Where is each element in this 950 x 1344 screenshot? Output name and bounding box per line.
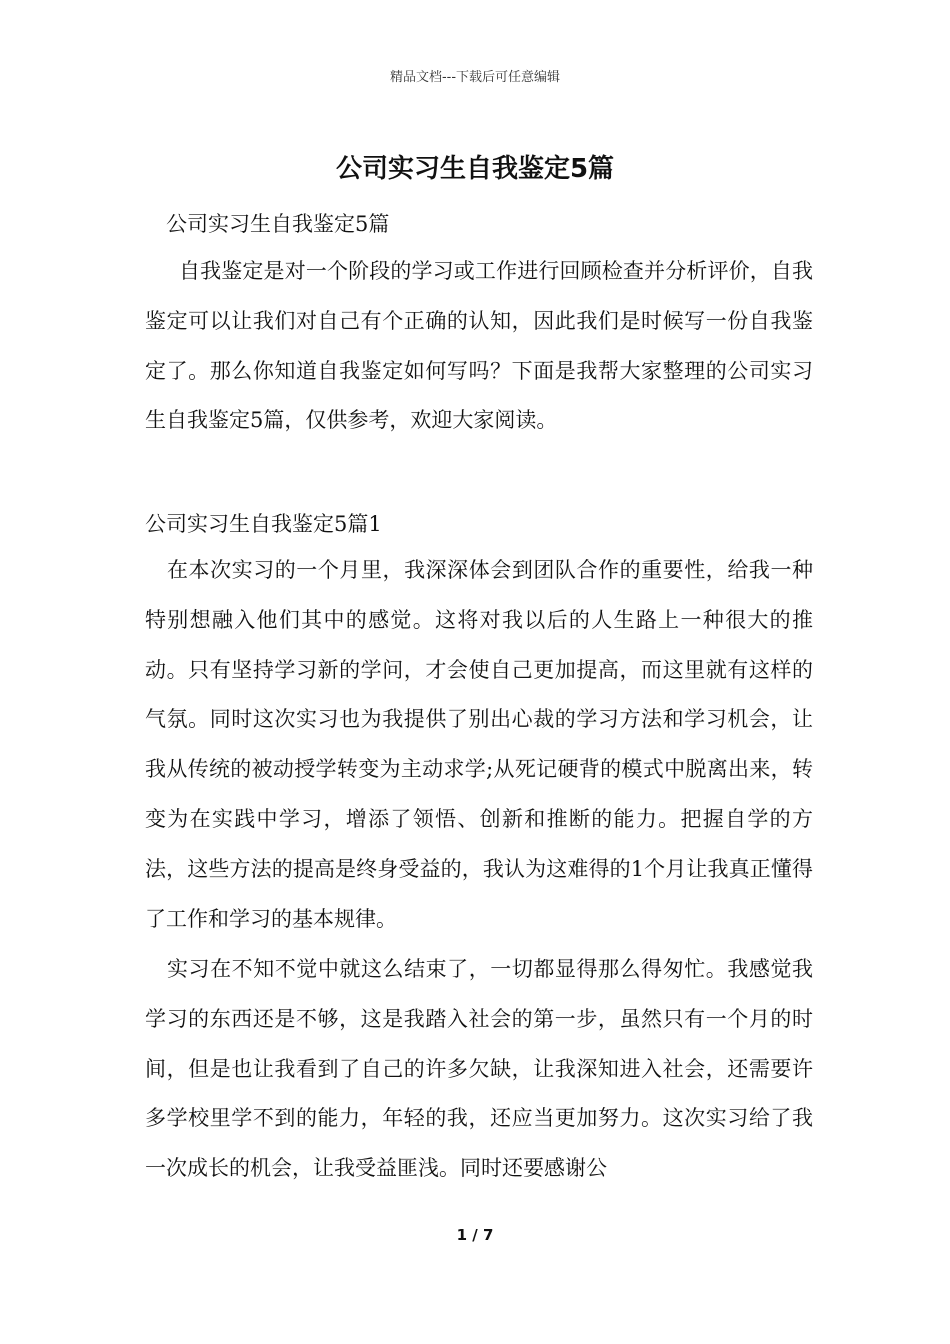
body-paragraph-2: 实习在不知不觉中就这么结束了，一切都显得那么得匆忙。我感觉我学习的东西还是不够，这是我踏入社会的第一步，虽然只有一个月的时间，但是也让我看到了自己的许多欠缺，让我深知进入社会，还需要许多学校里学不到的能力，年轻的我，还应当更加努力。这次实习给了我一次成长的机会，让我受益匪浅。同时还要感谢公 <box>145 957 813 1181</box>
page-number: 1 / 7 <box>456 1226 494 1244</box>
document-title: 公司实习生自我鉴定5篇 <box>335 154 615 184</box>
section-heading: 公司实习生自我鉴定5篇1 <box>145 512 382 536</box>
document-subtitle: 公司实习生自我鉴定5篇 <box>166 212 390 236</box>
intro-paragraph: 自我鉴定是对一个阶段的学习或工作进行回顾检查并分析评价，自我鉴定可以让我们对自己有个正确的认知，因此我们是时候写一份自我鉴定了。那么你知道自我鉴定如何写吗？下面是我帮大家整理的公司实习生自我鉴定5篇，仅供参考，欢迎大家阅读。 <box>145 259 813 433</box>
body-paragraph-1: 在本次实习的一个月里，我深深体会到团队合作的重要性，给我一种特别想融入他们其中的感觉。这将对我以后的人生路上一种很大的推动。只有坚持学习新的学问，才会使自己更加提高，而这里就有这样的气氛。同时这次实习也为我提供了别出心裁的学习方法和学习机会，让我从传统的被动授学转变为主动求学;从死记硬背的模式中脱离出来，转变为在实践中学习，增添了领悟、创新和推断的能力。把握自学的方法，这些方法的提高是终身受益的，我认为这难得的1个月让我真正懂得了工作和学习的基本规律。 <box>145 558 813 931</box>
header-note: 精品文档---下载后可任意编辑 <box>389 70 561 85</box>
